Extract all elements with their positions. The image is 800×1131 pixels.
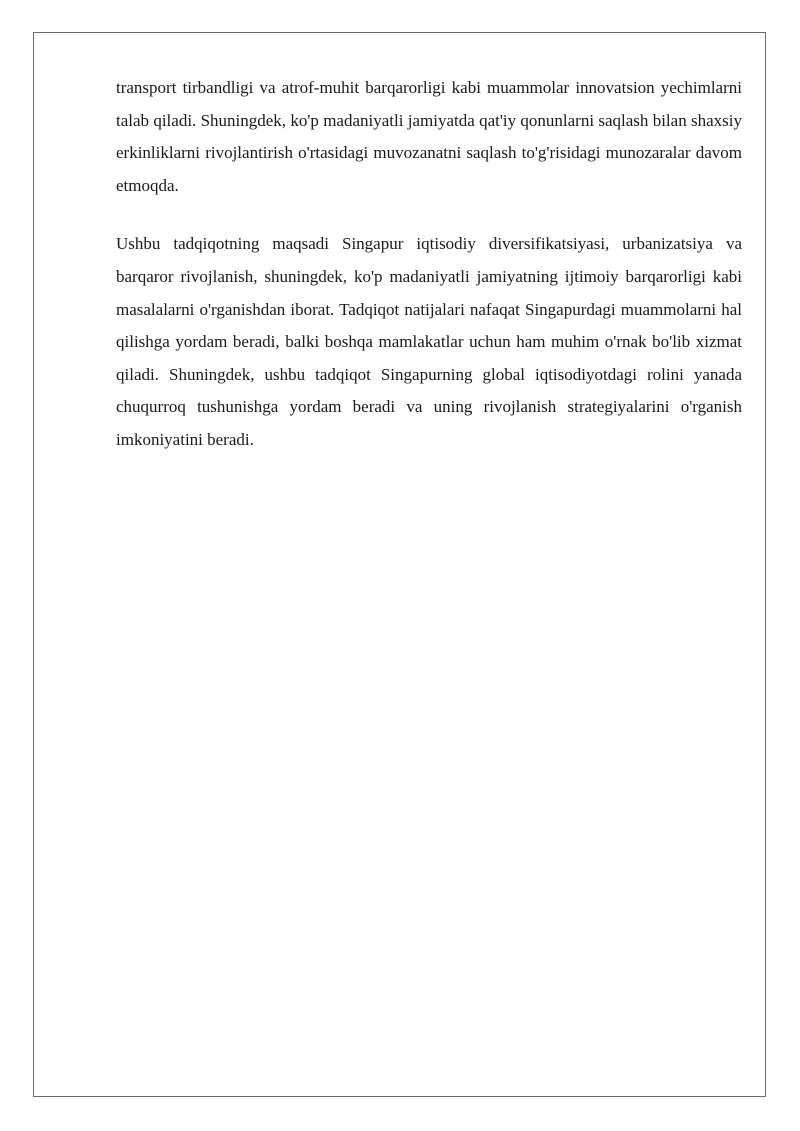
document-body [116, 72, 742, 457]
paragraph-2: Ushbu tadqiqotning maqsadi Singapur iqtisodiy diversifikatsiyasi, urbanizatsiya va barqaror rivojlanish, shuningdek, ko'p madaniyatli jamiyatning ijtimoiy barqarorligi kabi masalalarni o'rganishdan iborat. Tadqiqot natijalari nafaqat Singapurdagi muammolarni hal qilishga yordam beradi, balki boshqa mamlakatlar uchun ham muhim o'rnak bo'lib xizmat qiladi. Shuningdek, ushbu tadqiqot Singapurning global iqtisodiyotdagi rolini yanada chuqurroq tushunishga yordam beradi va uning rivojlanish strategiyalarini o'rganish imkoniyatini beradi. [116, 234, 742, 449]
paragraph-1: transport tirbandligi va atrof-muhit barqarorligi kabi muammolar innovatsion yechimlarni talab qiladi. Shuningdek, ko'p madaniyatli jamiyatda qat'iy qonunlarni saqlash bilan shaxsiy erkinliklarni rivojlantirish o'rtasidagi muvozanatni saqlash to'g'risidagi munozaralar davom etmoqda. [116, 78, 742, 195]
